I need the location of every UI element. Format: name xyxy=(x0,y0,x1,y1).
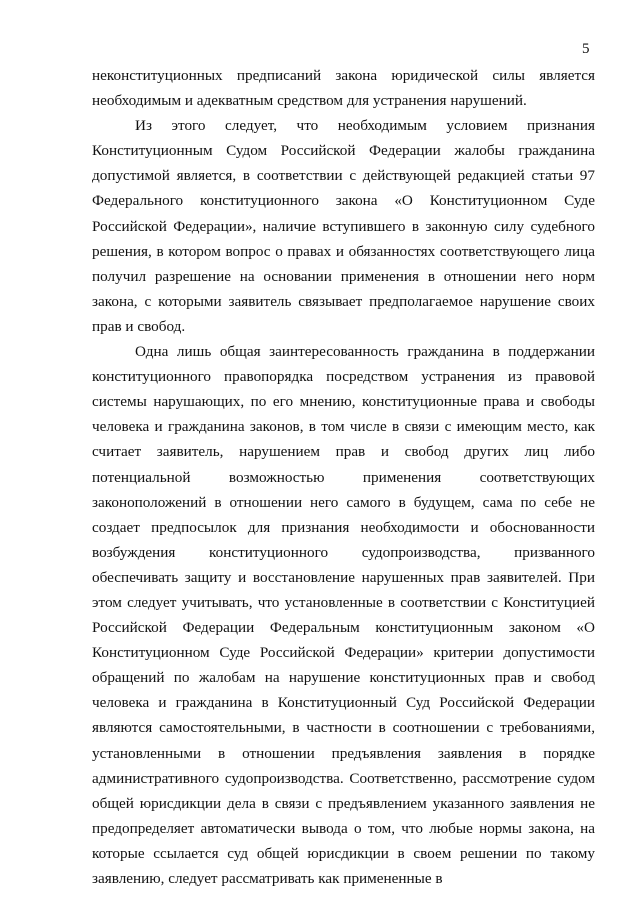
body-text xyxy=(92,63,595,891)
paragraph-general-interest: Одна лишь общая заинтересованность гражданина в поддержании конституционного правопорядка посредством устранения из правовой системы нарушающих, по его мнению, конституционные права и свободы человека и гражданина законов, в том числе в связи с имеющим место, как считает заявитель, нарушением прав и свобод других лиц либо потенциальной возможностью применения соответствующих законоположений в отношении него самого в будущем, сама по себе не создает предпосылок для признания необходимости и обоснованности возбуждения конституционного судопроизводства, призванного обеспечивать защиту и восстановление нарушенных прав заявителей. При этом следует учитывать, что установленные в соответствии с Конституцией Российской Федерации Федеральным конституционным законом «О Конституционном Суде Российской Федерации» критерии допустимости обращений по жалобам на нарушение конституционных прав и свобод человека и гражданина в Конституционный Суд Российской Федерации являются самостоятельными, в частности в соотношении с требованиями, установленными в отношении предъявления заявления в порядке административного судопроизводства. Соответственно, рассмотрение судом общей юрисдикции дела в связи с предъявлением указанного заявления не предопределяет автоматически вывода о том, что любые нормы закона, на которые ссылается суд общей юрисдикции в своем решении по такому заявлению, следует рассматривать как примененные в xyxy=(92,343,595,887)
page-number: 5 xyxy=(582,41,590,57)
paragraph-continued: неконституционных предписаний закона юридической силы является необходимым и адекватным средством для устранения нарушений. xyxy=(92,67,595,110)
paragraph-admissibility-condition: Из этого следует, что необходимым условием признания Конституционным Судом Российской Федерации жалобы гражданина допустимой является, в соответствии с действующей редакцией статьи 97 Федерального конституционного закона «О Конституционном Суде Российской Федерации», наличие вступившего в законную силу судебного решения, в котором вопрос о правах и обязанностях соответствующего лица получил разрешение на основании применения в отношении него норм закона, с которыми заявитель связывает предполагаемое нарушение своих прав и свобод. xyxy=(92,117,595,335)
